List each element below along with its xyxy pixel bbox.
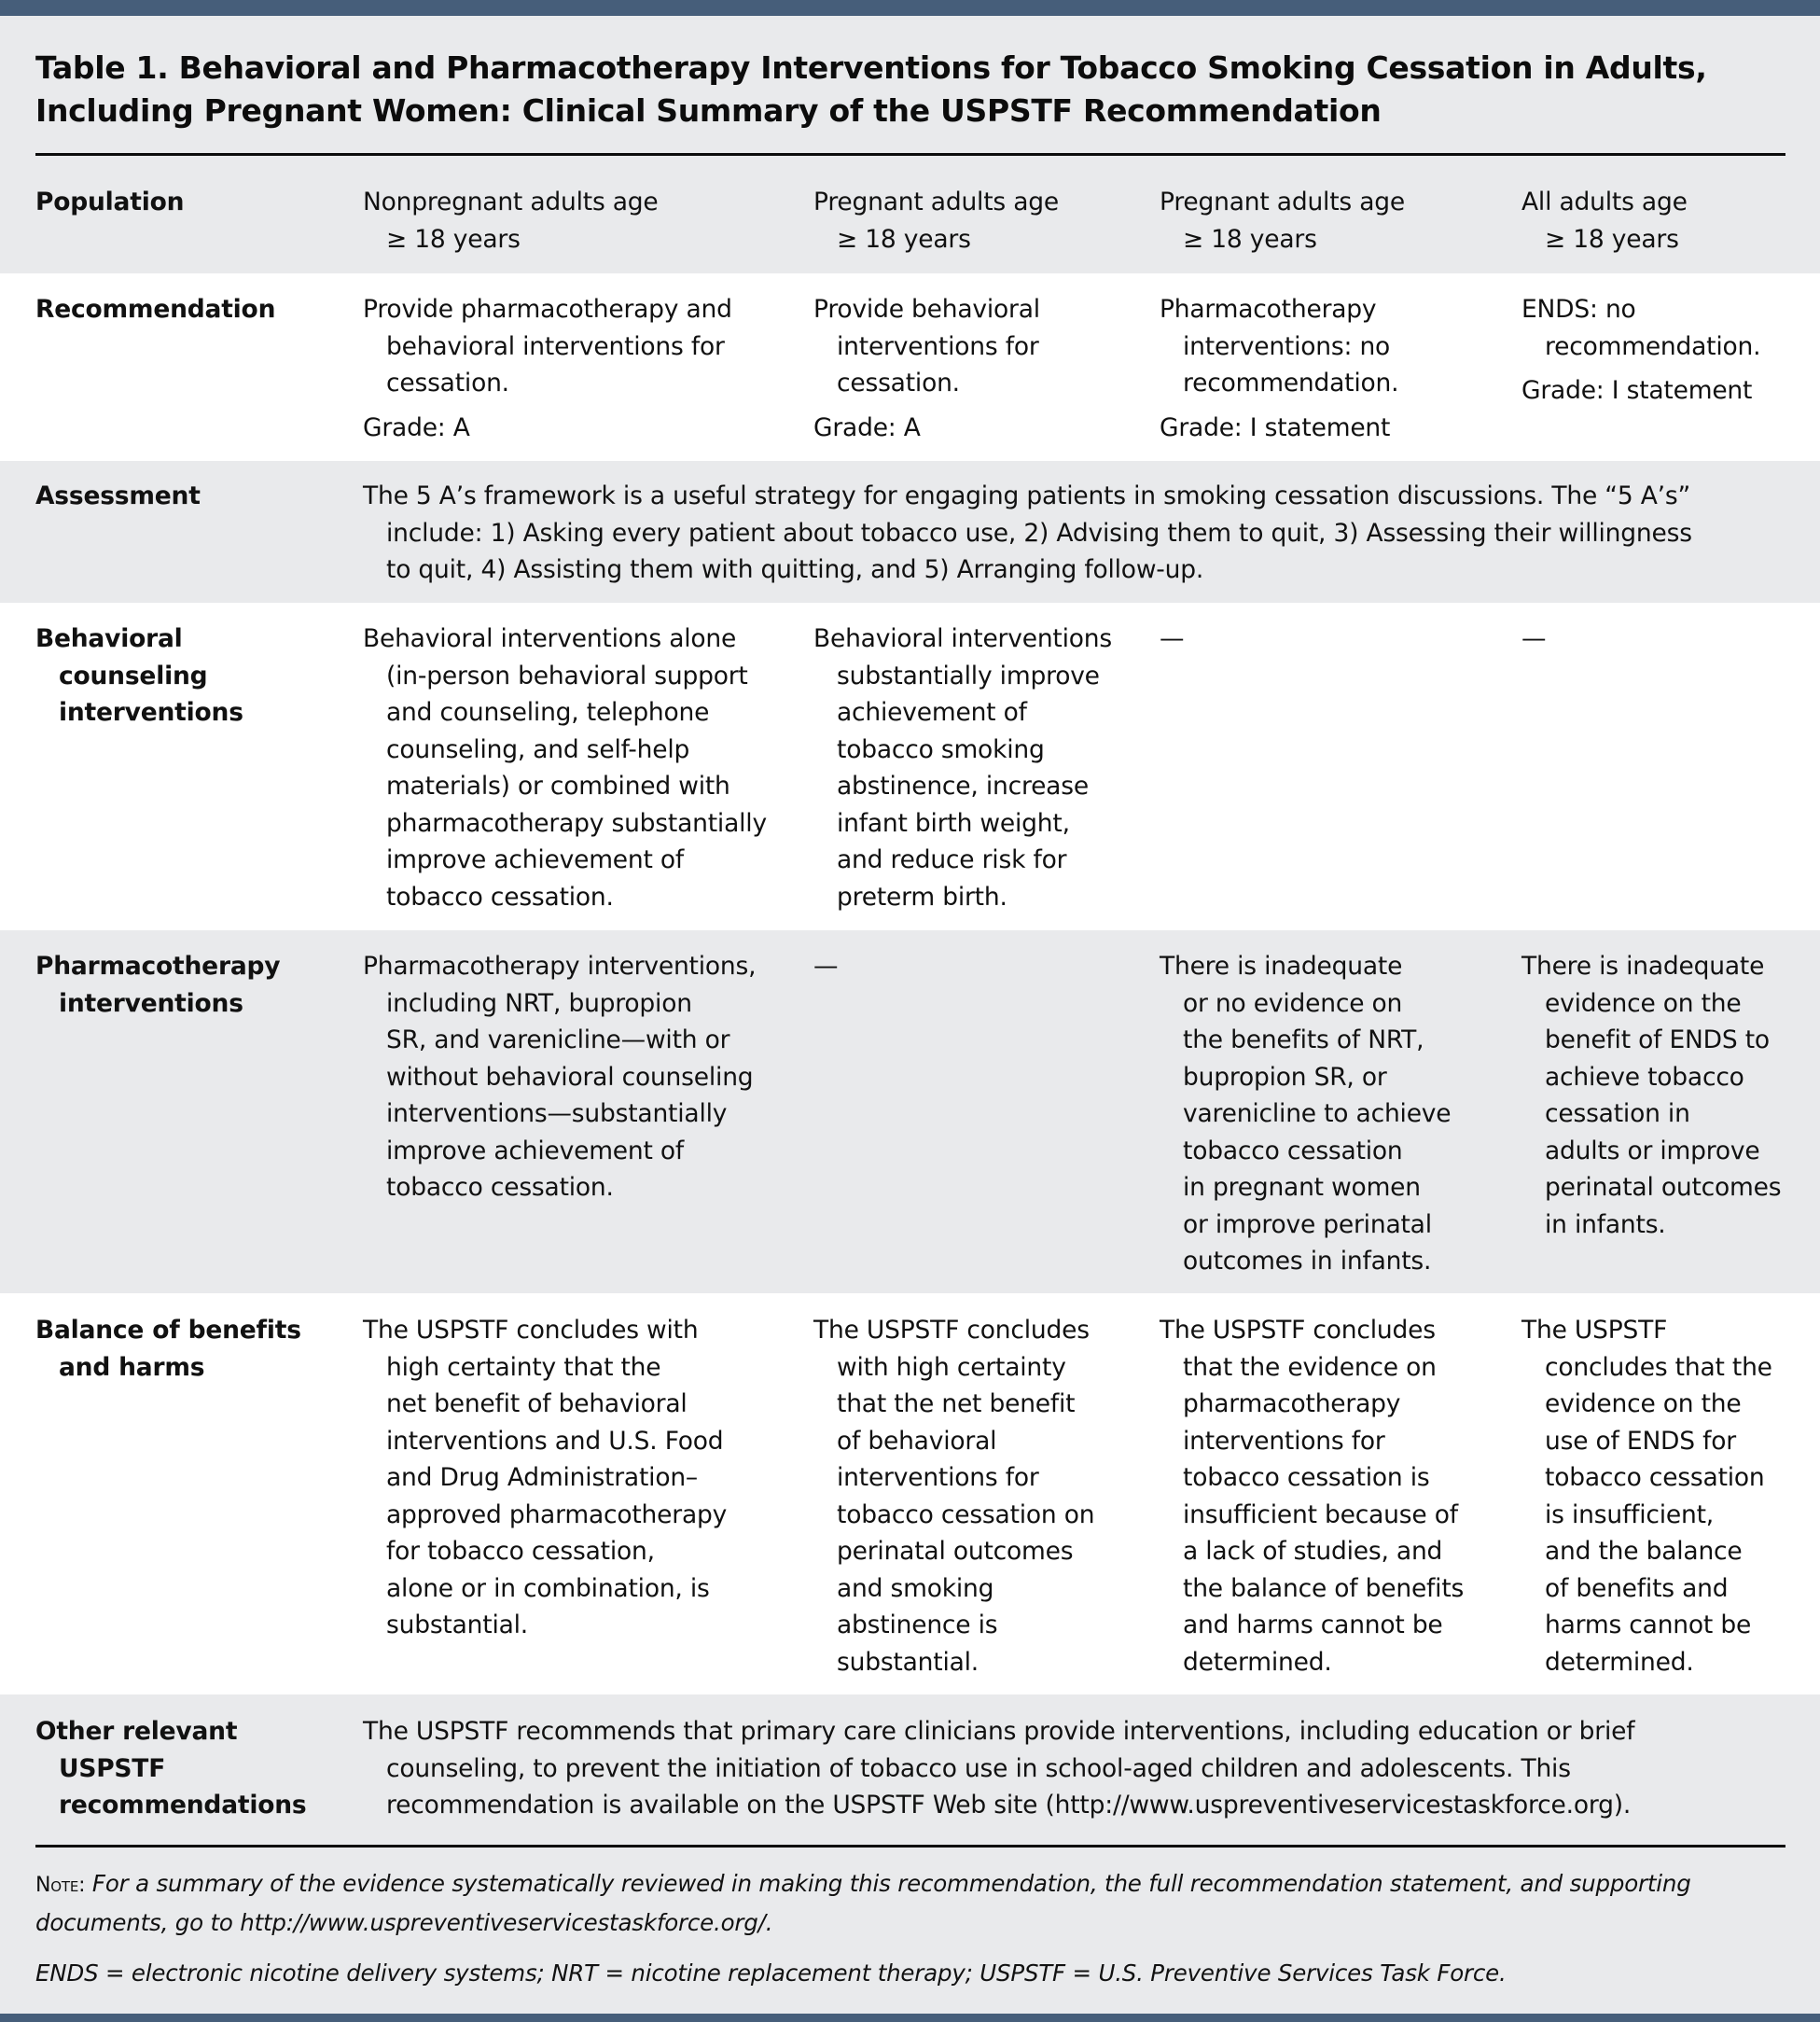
balance-cell bbox=[813, 1312, 1094, 1680]
cell-line: SR, and varenicline—with or bbox=[386, 1025, 730, 1054]
cell-line: include: 1) Asking every patient about tobacco use, 2) Advising them to quit, 3) Assessing their willingness bbox=[386, 518, 1692, 548]
cell-line: achieve tobacco bbox=[1545, 1062, 1744, 1092]
cell-line: Other relevant bbox=[35, 1717, 238, 1746]
cell-line: benefit of ENDS to bbox=[1545, 1025, 1770, 1054]
cell-line: in infants. bbox=[1545, 1209, 1666, 1239]
cell-line: varenicline to achieve bbox=[1183, 1099, 1452, 1128]
spacer bbox=[363, 402, 732, 410]
pharmacotherapy-cell bbox=[813, 948, 838, 985]
cell-line: The USPSTF bbox=[1521, 1316, 1668, 1345]
title-line: Table 1. Behavioral and Pharmacotherapy Interventions for Tobacco Smoking Cessation in Adults, bbox=[35, 49, 1707, 86]
cell-line: adults or improve bbox=[1545, 1136, 1760, 1165]
cell-line: net benefit of behavioral bbox=[386, 1389, 688, 1418]
cell-line: cessation. bbox=[386, 369, 509, 397]
cell-line: interventions for bbox=[837, 1463, 1039, 1492]
cell-line: Pharmacotherapy bbox=[35, 952, 281, 981]
cell-line: ENDS: no bbox=[1521, 295, 1636, 324]
cell-line: Pharmacotherapy interventions, bbox=[363, 952, 757, 981]
cell-line: Behavioral bbox=[35, 624, 183, 653]
population-cell bbox=[1160, 184, 1405, 258]
cell-line: that the evidence on bbox=[1183, 1352, 1437, 1382]
cell-line: concludes that the bbox=[1545, 1352, 1772, 1382]
cell-line: Pharmacotherapy bbox=[1160, 295, 1377, 324]
cell-line: evidence on the bbox=[1545, 988, 1742, 1018]
cell-line: tobacco cessation. bbox=[386, 882, 614, 912]
behavioral-cell bbox=[1521, 621, 1546, 658]
cell-line: materials) or combined with bbox=[386, 772, 730, 801]
cell-line: USPSTF bbox=[59, 1753, 166, 1783]
cell-line: or no evidence on bbox=[1183, 988, 1403, 1018]
cell-line: The USPSTF concludes with bbox=[363, 1316, 699, 1345]
cell-line: of behavioral bbox=[837, 1426, 997, 1456]
cell-line: and Drug Administration– bbox=[386, 1463, 698, 1492]
cell-line: All adults age bbox=[1521, 188, 1688, 216]
row-label-assessment bbox=[35, 478, 201, 515]
cell-line: ≥ 18 years bbox=[837, 224, 971, 254]
cell-line: is insufficient, bbox=[1545, 1499, 1715, 1529]
cell-line: without behavioral counseling bbox=[386, 1062, 754, 1092]
cell-line: counseling, and self-help bbox=[386, 734, 690, 764]
cell-line: achievement of bbox=[837, 698, 1027, 727]
recommendation-cell bbox=[813, 291, 1040, 446]
cell-line: recommendation is available on the USPSTF Web site (http://www.uspreventiveservicestaskforce.org). bbox=[386, 1791, 1632, 1820]
row-label-behavioral bbox=[35, 621, 243, 732]
top-rule bbox=[35, 153, 1785, 156]
cell-line: bupropion SR, or bbox=[1183, 1062, 1387, 1092]
cell-line: counseling bbox=[59, 661, 208, 690]
cell-line: and reduce risk for bbox=[837, 845, 1067, 874]
cell-line: and harms cannot be bbox=[1183, 1611, 1443, 1639]
cell-line: and harms bbox=[59, 1352, 205, 1382]
cell-line: interventions and U.S. Food bbox=[386, 1426, 724, 1456]
cell-line: substantial. bbox=[386, 1611, 529, 1639]
cell-line: The USPSTF recommends that primary care clinicians provide interventions, including education or brief bbox=[363, 1717, 1635, 1746]
balance-cell bbox=[363, 1312, 727, 1644]
cell-line: including NRT, bupropion bbox=[386, 988, 692, 1018]
cell-line: approved pharmacotherapy bbox=[386, 1499, 728, 1529]
cell-line: Recommendation bbox=[35, 295, 276, 324]
spacer bbox=[1160, 402, 1398, 410]
cell-line: improve achievement of bbox=[386, 845, 685, 874]
top-accent-bar bbox=[0, 0, 1820, 16]
cell-line: the benefits of NRT, bbox=[1183, 1025, 1424, 1054]
grade-label: Grade: A bbox=[813, 412, 921, 442]
cell-line: perinatal outcomes bbox=[1545, 1173, 1782, 1202]
cell-line: cessation. bbox=[837, 369, 960, 397]
cell-line: tobacco smoking bbox=[837, 734, 1045, 764]
cell-line: Pregnant adults age bbox=[1160, 188, 1405, 216]
cell-line: recommendations bbox=[59, 1791, 307, 1820]
balance-cell bbox=[1160, 1312, 1464, 1680]
cell-line: high certainty that the bbox=[386, 1352, 661, 1382]
cell-line: interventions for bbox=[1183, 1426, 1385, 1456]
row-label-other bbox=[35, 1713, 306, 1824]
cell-line: of benefits and bbox=[1545, 1573, 1729, 1603]
cell-line: with high certainty bbox=[837, 1352, 1066, 1382]
cell-line: abstinence, increase bbox=[837, 772, 1089, 801]
cell-line: in pregnant women bbox=[1183, 1173, 1421, 1202]
other-text bbox=[363, 1713, 1634, 1824]
behavioral-cell bbox=[813, 621, 1112, 915]
cell-line: preterm birth. bbox=[837, 882, 1007, 912]
pharmacotherapy-cell bbox=[1160, 948, 1451, 1280]
cell-line: tobacco cessation bbox=[1545, 1463, 1765, 1492]
cell-line: tobacco cessation is bbox=[1183, 1463, 1430, 1492]
cell-line: The 5 A’s framework is a useful strategy for engaging patients in smoking cessation discussions. The “5 A’s” bbox=[363, 481, 1690, 510]
pharmacotherapy-cell bbox=[363, 948, 756, 1206]
cell-line: tobacco cessation bbox=[1183, 1136, 1403, 1165]
cell-line: a lack of studies, and bbox=[1183, 1537, 1443, 1566]
cell-line: recommendation. bbox=[1183, 369, 1399, 397]
cell-line: and smoking bbox=[837, 1573, 994, 1603]
title-line: Including Pregnant Women: Clinical Summary of the USPSTF Recommendation bbox=[35, 92, 1382, 129]
cell-line: Nonpregnant adults age bbox=[363, 188, 659, 216]
assessment-text bbox=[363, 478, 1692, 589]
cell-line: pharmacotherapy bbox=[1183, 1389, 1401, 1418]
recommendation-cell bbox=[1160, 291, 1398, 446]
balance-cell bbox=[1521, 1312, 1772, 1680]
cell-line: Provide pharmacotherapy and bbox=[363, 295, 732, 324]
cell-line: substantially improve bbox=[837, 661, 1100, 690]
cell-line: outcomes in infants. bbox=[1183, 1247, 1432, 1276]
grade-label: Grade: I statement bbox=[1521, 376, 1753, 405]
row-label-pharmacotherapy bbox=[35, 948, 280, 1022]
cell-line: interventions—substantially bbox=[386, 1099, 728, 1128]
cell-line: interventions bbox=[59, 988, 243, 1018]
cell-line: harms cannot be bbox=[1545, 1611, 1752, 1639]
cell-line: Provide behavioral bbox=[813, 295, 1040, 324]
cell-line: — bbox=[1521, 624, 1547, 653]
note-text: documents, go to http://www.uspreventiveservicestaskforce.org/. bbox=[35, 1909, 773, 1936]
cell-line: Balance of benefits bbox=[35, 1316, 301, 1345]
row-label-population bbox=[35, 184, 184, 221]
cell-line: substantial. bbox=[837, 1647, 979, 1677]
recommendation-cell bbox=[363, 291, 732, 446]
cell-line: Pregnant adults age bbox=[813, 188, 1059, 216]
bottom-accent-bar bbox=[0, 2014, 1820, 2022]
cell-line: ≥ 18 years bbox=[386, 224, 521, 254]
cell-line: tobacco cessation. bbox=[386, 1173, 614, 1202]
population-cell bbox=[1521, 184, 1688, 258]
cell-line: alone or in combination, is bbox=[386, 1573, 710, 1603]
population-cell bbox=[363, 184, 659, 258]
spacer bbox=[1521, 365, 1760, 372]
cell-line: determined. bbox=[1183, 1647, 1332, 1677]
cell-line: — bbox=[1160, 624, 1185, 653]
footnote bbox=[35, 1865, 1691, 1942]
abbreviations-text: ENDS = electronic nicotine delivery systems; NRT = nicotine replacement therapy; USPSTF = U.S. Preventive Services Task Force. bbox=[35, 1959, 1507, 1987]
cell-line: use of ENDS for bbox=[1545, 1426, 1736, 1456]
cell-line: The USPSTF concludes bbox=[813, 1316, 1090, 1345]
cell-line: Assessment bbox=[35, 481, 201, 510]
cell-line: Population bbox=[35, 188, 185, 216]
pharmacotherapy-cell bbox=[1521, 948, 1781, 1243]
cell-line: and the balance bbox=[1545, 1537, 1743, 1566]
cell-line: interventions: no bbox=[1183, 331, 1391, 361]
cell-line: — bbox=[813, 952, 839, 981]
cell-line: infant birth weight, bbox=[837, 808, 1070, 838]
cell-line: for tobacco cessation, bbox=[386, 1537, 655, 1566]
cell-line: ≥ 18 years bbox=[1183, 224, 1317, 254]
cell-line: interventions bbox=[59, 698, 243, 727]
cell-line: the balance of benefits bbox=[1183, 1573, 1465, 1603]
table-title bbox=[35, 47, 1789, 132]
cell-line: There is inadequate bbox=[1160, 952, 1403, 981]
cell-line: determined. bbox=[1545, 1647, 1694, 1677]
note-text: For a summary of the evidence systematically reviewed in making this recommendation, the full recommendation statement, and supporting bbox=[91, 1870, 1691, 1897]
cell-line: cessation in bbox=[1545, 1099, 1690, 1128]
cell-line: insufficient because of bbox=[1183, 1499, 1458, 1529]
cell-line: counseling, to prevent the initiation of tobacco use in school-aged children and adolescents. This bbox=[386, 1753, 1571, 1783]
cell-line: behavioral interventions for bbox=[386, 331, 725, 361]
cell-line: The USPSTF concludes bbox=[1160, 1316, 1436, 1345]
cell-line: or improve perinatal bbox=[1183, 1209, 1432, 1239]
abbreviations bbox=[35, 1955, 1507, 1992]
cell-line: pharmacotherapy substantially bbox=[386, 808, 767, 838]
cell-line: (in-person behavioral support bbox=[386, 661, 748, 690]
behavioral-cell bbox=[1160, 621, 1184, 658]
note-label: Note: bbox=[35, 1874, 86, 1897]
grade-label: Grade: A bbox=[363, 412, 470, 442]
cell-line: perinatal outcomes bbox=[837, 1537, 1074, 1566]
cell-line: Behavioral interventions bbox=[813, 624, 1112, 653]
cell-line: There is inadequate bbox=[1521, 952, 1765, 981]
cell-line: abstinence is bbox=[837, 1611, 998, 1639]
cell-line: ≥ 18 years bbox=[1545, 224, 1679, 254]
cell-line: evidence on the bbox=[1545, 1389, 1742, 1418]
cell-line: and counseling, telephone bbox=[386, 698, 710, 727]
row-label-recommendation bbox=[35, 291, 275, 328]
cell-line: that the net benefit bbox=[837, 1389, 1076, 1418]
behavioral-cell bbox=[363, 621, 767, 915]
bottom-rule bbox=[35, 1845, 1785, 1848]
grade-label: Grade: I statement bbox=[1160, 412, 1391, 442]
spacer bbox=[813, 402, 1040, 410]
population-cell bbox=[813, 184, 1059, 258]
cell-line: tobacco cessation on bbox=[837, 1499, 1095, 1529]
cell-line: to quit, 4) Assisting them with quitting, and 5) Arranging follow-up. bbox=[386, 555, 1204, 584]
recommendation-cell bbox=[1521, 291, 1760, 410]
row-label-balance bbox=[35, 1312, 301, 1386]
cell-line: recommendation. bbox=[1545, 331, 1761, 361]
cell-line: Behavioral interventions alone bbox=[363, 624, 737, 653]
cell-line: improve achievement of bbox=[386, 1136, 685, 1165]
cell-line: interventions for bbox=[837, 331, 1039, 361]
